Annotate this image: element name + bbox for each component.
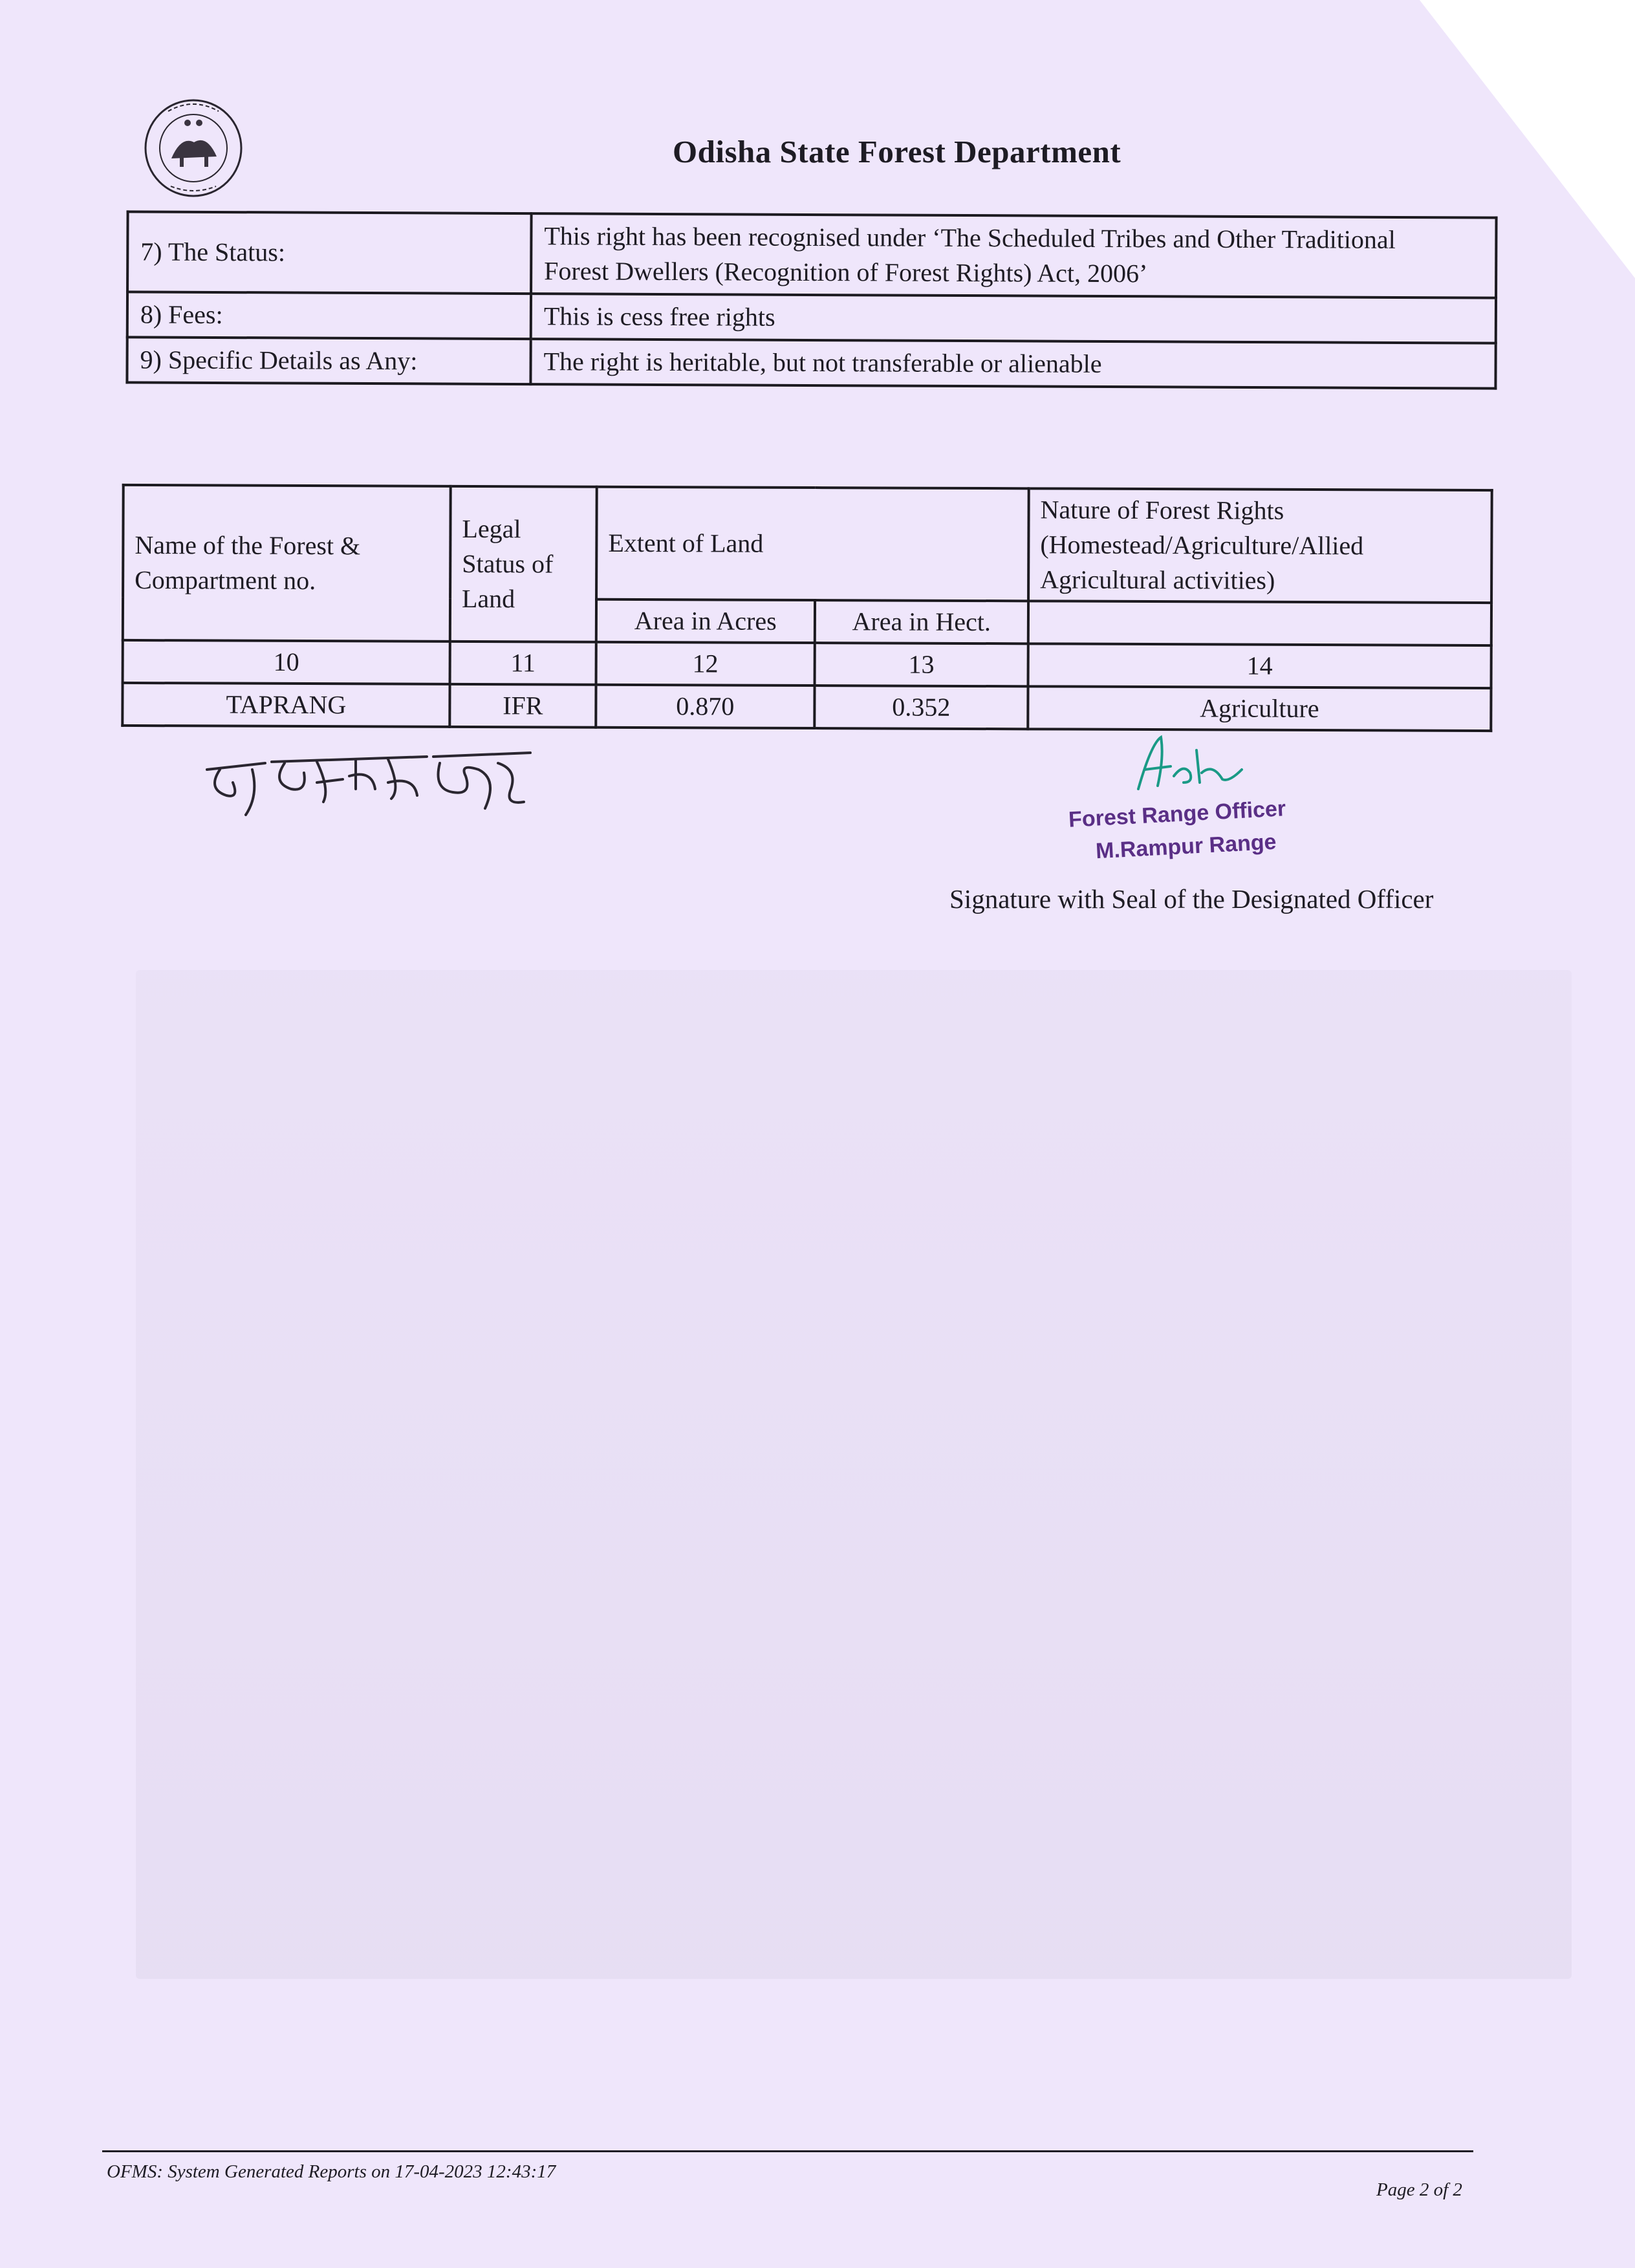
nature-header: Nature of Forest Rights (Homestead/Agriculture/Allied Agricultural activities) xyxy=(1028,488,1492,603)
nature-subheader-empty xyxy=(1028,601,1491,645)
hect-value: 0.352 xyxy=(814,686,1028,729)
table-header-row xyxy=(123,485,1492,603)
handwritten-name-signature xyxy=(194,744,543,828)
status-line-1: This right has been recognised under ‘The Scheduled Tribes and Other Traditional xyxy=(544,221,1396,254)
footer-divider xyxy=(102,2150,1473,2152)
forest-value: TAPRANG xyxy=(122,683,449,727)
table-row xyxy=(127,211,1497,297)
legal-status-value: IFR xyxy=(449,684,596,728)
acres-value: 0.870 xyxy=(596,685,814,728)
fees-value: This is cess free rights xyxy=(531,294,1496,343)
status-value xyxy=(531,213,1497,298)
col-number: 14 xyxy=(1028,643,1491,688)
page-title: Odisha State Forest Department xyxy=(673,134,1121,169)
signature-caption: Signature with Seal of the Designated Officer xyxy=(949,884,1434,914)
seal-title: Forest Range Officer xyxy=(1068,796,1287,832)
hect-header: Area in Hect. xyxy=(814,600,1028,643)
col-number: 12 xyxy=(596,642,815,686)
extent-header: Extent of Land xyxy=(596,487,1029,601)
details-value: The right is heritable, but not transferable or alienable xyxy=(530,339,1495,389)
col-number: 11 xyxy=(450,642,596,685)
col-number: 13 xyxy=(814,643,1028,686)
nature-value: Agriculture xyxy=(1028,686,1491,731)
legal-status-header: Legal Status of Land xyxy=(450,486,597,642)
col-number: 10 xyxy=(123,640,450,684)
fees-label: 8) Fees: xyxy=(127,292,531,339)
bleed-through-area xyxy=(136,970,1572,1979)
footer-page-number: Page 2 of 2 xyxy=(1376,2179,1462,2200)
table-row xyxy=(122,683,1491,731)
table-row xyxy=(123,640,1491,688)
footer-generated: OFMS: System Generated Reports on 17-04-2023 12:43:17 xyxy=(107,2161,556,2182)
details-label: 9) Specific Details as Any: xyxy=(127,337,530,384)
status-line-2: Forest Dwellers (Recognition of Forest Rights) Act, 2006’ xyxy=(544,256,1148,288)
seal-range: M.Rampur Range xyxy=(1095,829,1277,864)
land-table xyxy=(121,484,1493,732)
forest-header: Name of the Forest & Compartment no. xyxy=(123,485,451,642)
table-row xyxy=(127,292,1496,343)
table-row xyxy=(127,337,1495,388)
rights-table xyxy=(125,210,1497,389)
officer-signature xyxy=(1132,731,1248,802)
odisha-emblem-icon xyxy=(142,97,244,199)
status-label: 7) The Status: xyxy=(127,211,532,294)
acres-header: Area in Acres xyxy=(596,599,815,643)
